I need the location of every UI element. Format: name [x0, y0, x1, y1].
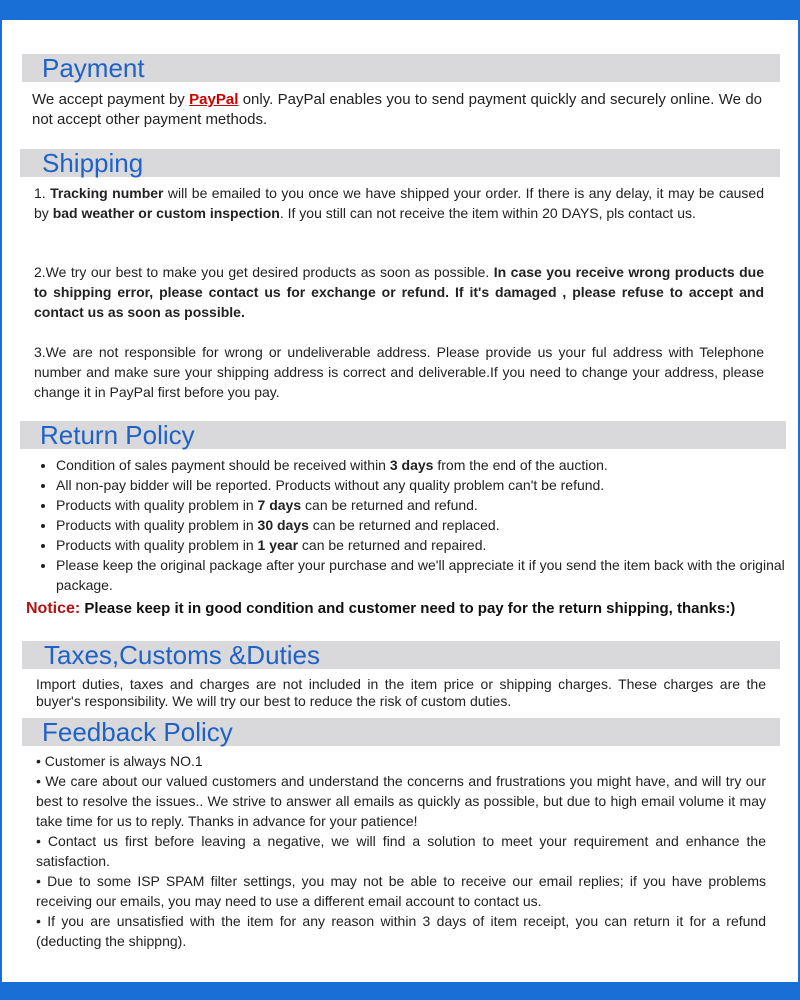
notice	[26, 598, 796, 620]
feedback-item-2: • We care about our valued customers and understand the concerns and frustrations you might have, and will try our best to resolve the issues.. We strive to answer all emails as quickly as possible, but due to high email volume it may take time for us to reply. Thanks in advance for your patience!	[36, 773, 766, 829]
taxes-title: Taxes,Customs &Duties	[44, 640, 320, 670]
shipping-paragraph-3: 3.We are not responsible for wrong or undeliverable address. Please provide us your ful address with Telephone number and make sure your shipping address is correct and deliverable.If you need to change your address, please change it in PayPal first before you pay.	[34, 344, 764, 400]
feedback-item-3: • Contact us first before leaving a negative, we will find a solution to meet your requirement and enhance the satisfaction.	[36, 833, 766, 869]
return-policy-item-text-end: can be returned and replaced.	[308, 517, 500, 533]
payment-text-b: only. PayPal enables you to send payment quickly and securely online. We do not accept other payment methods.	[32, 91, 763, 128]
shipping-paragraph-1	[34, 183, 764, 223]
left-border	[0, 20, 2, 982]
return-policy-item-emphasis: 30 days	[257, 517, 309, 533]
return-policy-list	[36, 455, 796, 595]
shipping-p1-e: . If you still can not receive the item within 20 DAYS, pls contact us.	[279, 205, 696, 221]
return-policy-item-text: Products with quality problem in	[56, 537, 258, 553]
shipping-p2-b: In case you receive wrong products due to shipping error, please contact us for exchange or refund. If it's damaged , please refuse to accept and contact us as soon as possible.	[34, 264, 764, 320]
payment-header	[22, 54, 780, 82]
notice-label: Notice:	[26, 600, 81, 617]
return-policy-item-emphasis: 3 days	[389, 457, 434, 473]
return-policy-item	[56, 495, 796, 515]
top-border	[0, 0, 800, 20]
return-policy-item-text: All non-pay bidder will be reported. Products without any quality problem can't be refund.	[56, 477, 605, 493]
taxes-header	[22, 641, 780, 669]
return-policy-item	[56, 555, 796, 595]
return-policy-item-text: Products with quality problem in	[56, 517, 258, 533]
payment-title: Payment	[42, 53, 145, 83]
taxes-text: Import duties, taxes and charges are not included in the item price or shipping charges. These charges are the buyer's responsibility. We will try our best to reduce the risk of custom duties.	[36, 676, 766, 709]
notice-text: Please keep it in good condition and customer need to pay for the return shipping, thanks:)	[80, 600, 736, 617]
shipping-p1-a: 1.	[34, 185, 51, 201]
feedback-item-4: • Due to some ISP SPAM filter settings, you may not be able to receive our email replies; if you have problems receiving our emails, you may need to use a different email account to contact us.	[36, 873, 766, 909]
return-policy-item	[56, 475, 796, 495]
shipping-p1-d: bad weather or custom inspection	[52, 205, 280, 221]
shipping-p1-b: Tracking number	[50, 185, 164, 201]
return-policy-item-text: Condition of sales payment should be received within	[56, 457, 390, 473]
feedback-header	[22, 718, 780, 746]
return-policy-item-emphasis: 1 year	[257, 537, 299, 553]
shipping-p2-a: 2.We try our best to make you get desired products as soon as possible.	[34, 264, 494, 280]
return-policy-item-text: Please keep the original package after your purchase and we'll appreciate it if you send the item back with the original package.	[56, 557, 785, 593]
return-policy-item-text: Products with quality problem in	[56, 497, 258, 513]
return-policy-item	[56, 455, 796, 475]
feedback-item-5: • If you are unsatisfied with the item for any reason within 3 days of item receipt, you can return it for a refund (deducting the shippng).	[36, 913, 766, 949]
return-policy-item-text-end: can be returned and refund.	[301, 497, 478, 513]
return-policy-item-text-end: from the end of the auction.	[433, 457, 608, 473]
return-policy-item-text-end: can be returned and repaired.	[298, 537, 487, 553]
payment-text-a: We accept payment by	[32, 91, 190, 108]
feedback-item-1: • Customer is always NO.1	[36, 753, 203, 769]
shipping-title: Shipping	[42, 148, 144, 178]
return-policy-title: Return Policy	[40, 420, 195, 450]
shipping-paragraph-2	[34, 262, 764, 322]
return-policy-header	[20, 421, 786, 449]
return-policy-item-emphasis: 7 days	[257, 497, 302, 513]
payment-text	[32, 90, 762, 130]
feedback-title: Feedback Policy	[42, 717, 233, 747]
return-policy-item	[56, 535, 796, 555]
return-policy-item	[56, 515, 796, 535]
shipping-header	[20, 149, 780, 177]
paypal-link[interactable]: PayPal	[189, 91, 239, 108]
shipping-p1-c: will be emailed to you once we have shipped your order. If there is any delay, it may be caused by	[34, 185, 764, 221]
bottom-border	[0, 982, 800, 1000]
